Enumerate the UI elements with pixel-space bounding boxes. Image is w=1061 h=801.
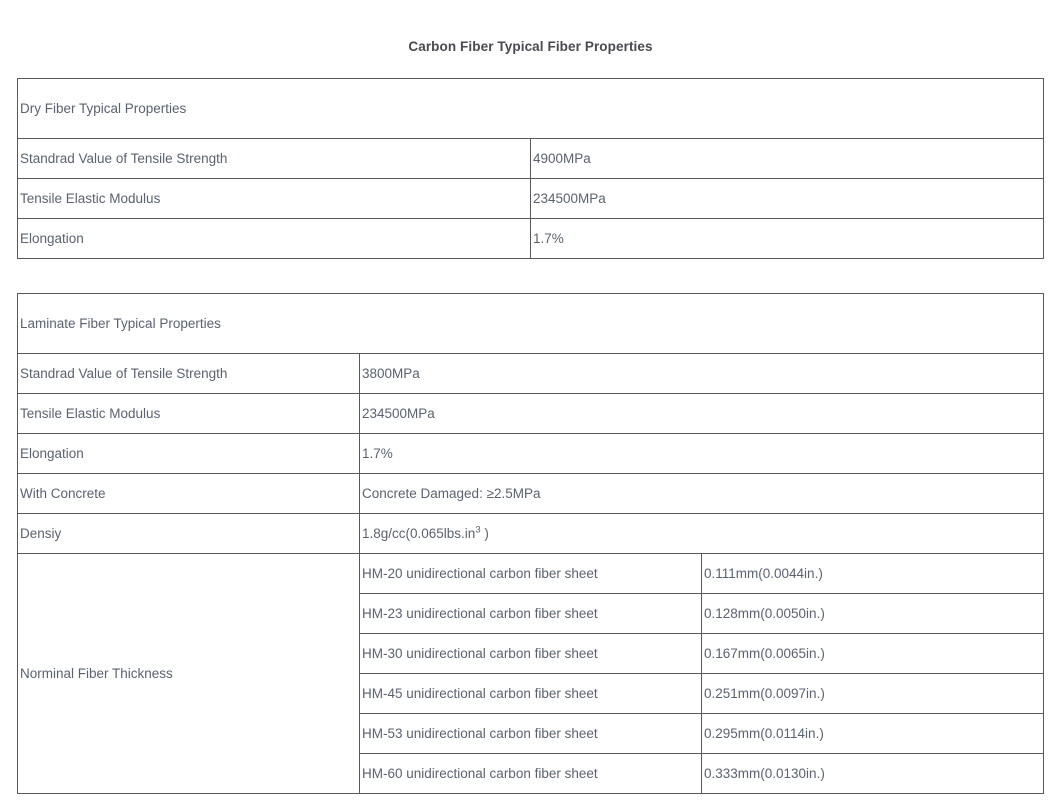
- density-value: [360, 514, 1044, 554]
- table-row: [18, 219, 1044, 259]
- sheet-name: HM-60 unidirectional carbon fiber sheet: [360, 754, 702, 794]
- sheet-name: HM-30 unidirectional carbon fiber sheet: [360, 634, 702, 674]
- sheet-thickness: 0.295mm(0.0114in.): [702, 714, 1044, 754]
- table-row: [18, 179, 1044, 219]
- sheet-name: HM-20 unidirectional carbon fiber sheet: [360, 554, 702, 594]
- property-value: Concrete Damaged: ≥2.5MPa: [360, 474, 1044, 514]
- property-value: 1.7%: [531, 219, 1044, 259]
- property-value: 1.7%: [360, 434, 1044, 474]
- property-label: With Concrete: [18, 474, 360, 514]
- property-label: Standrad Value of Tensile Strength: [18, 139, 531, 179]
- table-row: [18, 554, 1044, 594]
- property-label: Standrad Value of Tensile Strength: [18, 354, 360, 394]
- table-row: [18, 394, 1044, 434]
- density-value-suffix: ): [480, 526, 489, 541]
- property-value: 3800MPa: [360, 354, 1044, 394]
- table-row: [18, 474, 1044, 514]
- nominal-fiber-thickness-label: Norminal Fiber Thickness: [18, 554, 360, 794]
- density-label: Densiy: [18, 514, 360, 554]
- laminate-table-header-cell: Laminate Fiber Typical Properties: [18, 294, 1044, 354]
- property-label: Elongation: [18, 434, 360, 474]
- sheet-thickness: 0.167mm(0.0065in.): [702, 634, 1044, 674]
- sheet-name: HM-23 unidirectional carbon fiber sheet: [360, 594, 702, 634]
- sheet-name: HM-45 unidirectional carbon fiber sheet: [360, 674, 702, 714]
- sheet-thickness: 0.111mm(0.0044in.): [702, 554, 1044, 594]
- table-row: [18, 354, 1044, 394]
- dry-fiber-properties-table: [17, 78, 1044, 259]
- property-value: 4900MPa: [531, 139, 1044, 179]
- density-value-prefix: 1.8g/cc(0.065lbs.in: [362, 526, 476, 541]
- sheet-name: HM-53 unidirectional carbon fiber sheet: [360, 714, 702, 754]
- page-title: Carbon Fiber Typical Fiber Properties: [408, 39, 653, 54]
- laminate-fiber-properties-table: [17, 293, 1044, 794]
- table-row: [18, 434, 1044, 474]
- table-row: [18, 79, 1044, 139]
- table-row: [18, 139, 1044, 179]
- property-label: Elongation: [18, 219, 531, 259]
- property-value: 234500MPa: [360, 394, 1044, 434]
- sheet-thickness: 0.128mm(0.0050in.): [702, 594, 1044, 634]
- density-value-superscript: 3: [475, 524, 481, 536]
- table-row: [18, 294, 1044, 354]
- table-row: [18, 514, 1044, 554]
- sheet-thickness: 0.333mm(0.0130in.): [702, 754, 1044, 794]
- dry-table-header-cell: Dry Fiber Typical Properties: [18, 79, 1044, 139]
- property-value: 234500MPa: [531, 179, 1044, 219]
- property-label: Tensile Elastic Modulus: [18, 179, 531, 219]
- sheet-thickness: 0.251mm(0.0097in.): [702, 674, 1044, 714]
- property-label: Tensile Elastic Modulus: [18, 394, 360, 434]
